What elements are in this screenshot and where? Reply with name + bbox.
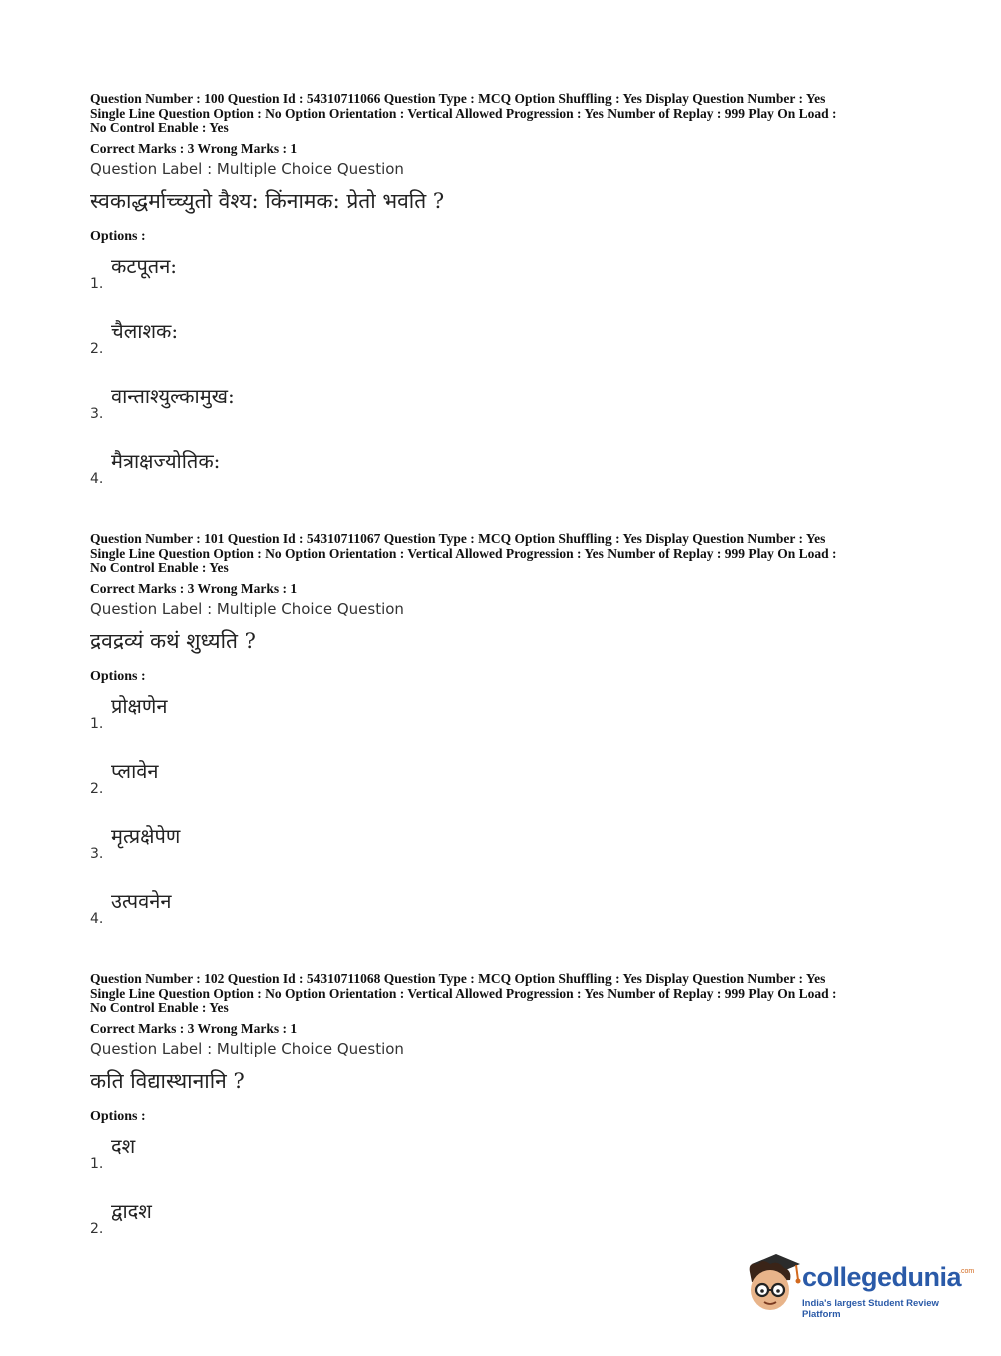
question-label: Question Label : Multiple Choice Question: [90, 599, 404, 618]
option-number: 4.: [90, 910, 104, 927]
question-label: Question Label : Multiple Choice Question: [90, 1039, 404, 1058]
option-text: उत्पवनेन: [111, 888, 172, 913]
option-text: मैत्राक्षज्योतिक:: [111, 448, 221, 473]
question-meta-line: Question Number : 101 Question Id : 54310711067 Question Type : MCQ Option Shuffling : Yes Display Question Number : Yes: [90, 531, 826, 546]
option-text: चैलाशक:: [111, 318, 179, 343]
option-item: [90, 376, 920, 441]
question-meta-line: Question Number : 100 Question Id : 54310711066 Question Type : MCQ Option Shuffling : Yes Display Question Number : Yes: [90, 91, 826, 106]
option-number: 3.: [90, 405, 104, 422]
option-item: [90, 816, 920, 881]
question-block: [90, 972, 920, 1256]
collegedunia-logo: [742, 1250, 975, 1320]
option-text: दश: [111, 1133, 136, 1158]
logo-domain: .com: [959, 1268, 975, 1275]
question-meta-line: Single Line Question Option : No Option Orientation : Vertical Allowed Progression : Yes Number of Replay : 999 Play On Load :: [90, 545, 837, 561]
option-item: [90, 1191, 920, 1256]
question-marks: Correct Marks : 3 Wrong Marks : 1: [90, 580, 298, 596]
option-text: मृत्प्रक्षेपेण: [111, 823, 181, 848]
option-number: 2.: [90, 1220, 104, 1237]
question-meta-line: Single Line Question Option : No Option Orientation : Vertical Allowed Progression : Yes Number of Replay : 999 Play On Load :: [90, 105, 837, 121]
option-number: 1.: [90, 1155, 104, 1172]
option-item: [90, 311, 920, 376]
option-text: वान्ताश्युल्कामुख:: [111, 383, 235, 408]
question-text: द्रवद्रव्यं कथं शुध्यति ?: [90, 628, 256, 653]
question-meta-line: Question Number : 102 Question Id : 54310711068 Question Type : MCQ Option Shuffling : Yes Display Question Number : Yes: [90, 971, 826, 986]
option-number: 2.: [90, 780, 104, 797]
option-number: 3.: [90, 845, 104, 862]
option-number: 1.: [90, 275, 104, 292]
logo-tagline: India's largest Student Review Platform: [802, 1298, 939, 1320]
options-heading: Options :: [90, 668, 146, 684]
question-block: [90, 532, 920, 946]
options-heading: Options :: [90, 228, 146, 244]
question-meta-line: No Control Enable : Yes: [90, 1000, 229, 1015]
option-item: [90, 441, 920, 506]
option-text: प्लावेन: [111, 758, 159, 783]
option-number: 1.: [90, 715, 104, 732]
option-text: प्रोक्षणेन: [111, 693, 168, 718]
option-number: 2.: [90, 340, 104, 357]
option-item: [90, 751, 920, 816]
question-meta-line: Single Line Question Option : No Option Orientation : Vertical Allowed Progression : Yes Number of Replay : 999 Play On Load :: [90, 985, 837, 1001]
option-item: [90, 1126, 920, 1191]
question-block: [90, 92, 920, 506]
option-number: 4.: [90, 470, 104, 487]
option-item: [90, 881, 920, 946]
question-marks: Correct Marks : 3 Wrong Marks : 1: [90, 1020, 298, 1036]
option-item: [90, 246, 920, 311]
question-meta-line: No Control Enable : Yes: [90, 120, 229, 135]
question-marks: Correct Marks : 3 Wrong Marks : 1: [90, 140, 298, 156]
options-heading: Options :: [90, 1108, 146, 1124]
question-text: स्वकाद्धर्माच्च्युतो वैश्य: किंनामक: प्रेतो भवति ?: [90, 188, 445, 213]
option-text: द्वादश: [111, 1198, 152, 1223]
logo-wordmark: collegedunia: [802, 1262, 962, 1292]
option-text: कटपूतन:: [111, 253, 178, 278]
question-meta-line: No Control Enable : Yes: [90, 560, 229, 575]
question-label: Question Label : Multiple Choice Question: [90, 159, 404, 178]
question-text: कति विद्यास्थानानि ?: [90, 1068, 245, 1093]
mascot-icon: [742, 1250, 804, 1318]
option-item: [90, 686, 920, 751]
